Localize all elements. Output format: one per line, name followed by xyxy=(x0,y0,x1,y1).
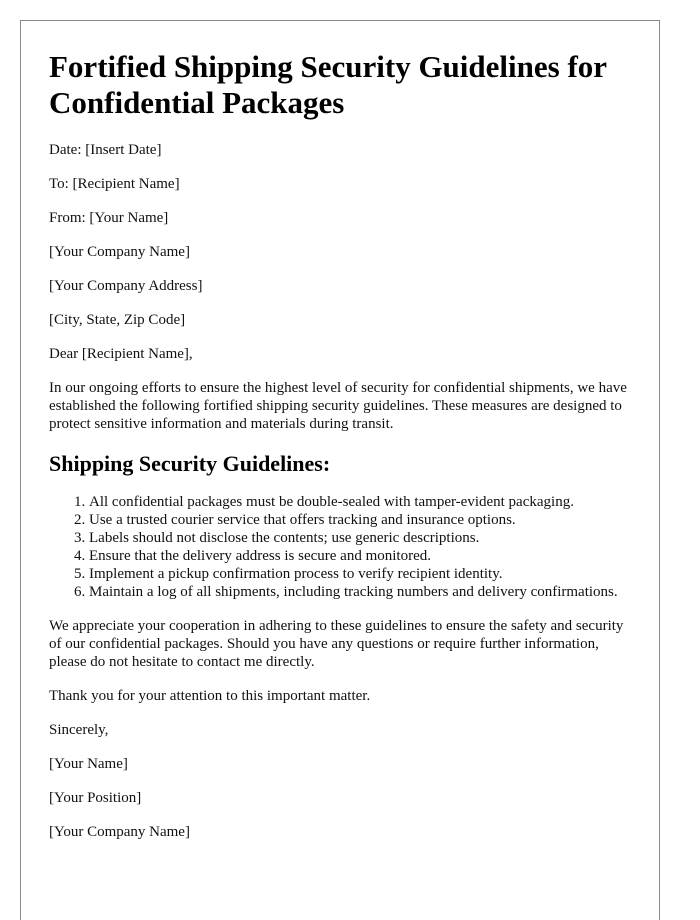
list-item: 5. Implement a pickup confirmation process to verify recipient identity. xyxy=(89,565,631,583)
letter-title: Fortified Shipping Security Guidelines for Confidential Packages xyxy=(49,49,607,120)
city-state-zip-line: [City, State, Zip Code] xyxy=(49,312,186,328)
closing-paragraph: We appreciate your cooperation in adhering to these guidelines to ensure the safety and security of our confidential packages. Should you have any questions or require further information, please do not hesitate to contact me directly. xyxy=(49,618,624,670)
to-line: To: [Recipient Name] xyxy=(49,176,180,192)
list-item: 1. All confidential packages must be double-sealed with tamper-evident packaging. xyxy=(89,493,631,511)
thanks-line: Thank you for your attention to this important matter. xyxy=(49,688,371,704)
signature-company: [Your Company Name] xyxy=(49,824,190,840)
signoff: Sincerely, xyxy=(49,722,109,738)
guidelines-list xyxy=(49,493,631,601)
company-address-line: [Your Company Address] xyxy=(49,278,203,294)
signature-position: [Your Position] xyxy=(49,790,142,806)
intro-paragraph: In our ongoing efforts to ensure the highest level of security for confidential shipments, we have established the following fortified shipping security guidelines. These measures are designed to protect sensitive information and materials during transit. xyxy=(49,380,627,432)
from-line: From: [Your Name] xyxy=(49,210,169,226)
list-item: 4. Ensure that the delivery address is secure and monitored. xyxy=(89,547,631,565)
salutation: Dear [Recipient Name], xyxy=(49,346,193,362)
section-heading: Shipping Security Guidelines: xyxy=(49,451,331,476)
company-name-line: [Your Company Name] xyxy=(49,244,190,260)
list-item: 6. Maintain a log of all shipments, including tracking numbers and delivery confirmations. xyxy=(89,583,631,601)
signature-name: [Your Name] xyxy=(49,756,128,772)
list-item: 3. Labels should not disclose the contents; use generic descriptions. xyxy=(89,529,631,547)
letter-page xyxy=(20,20,660,920)
date-line: Date: [Insert Date] xyxy=(49,142,162,158)
list-item: 2. Use a trusted courier service that offers tracking and insurance options. xyxy=(89,511,631,529)
